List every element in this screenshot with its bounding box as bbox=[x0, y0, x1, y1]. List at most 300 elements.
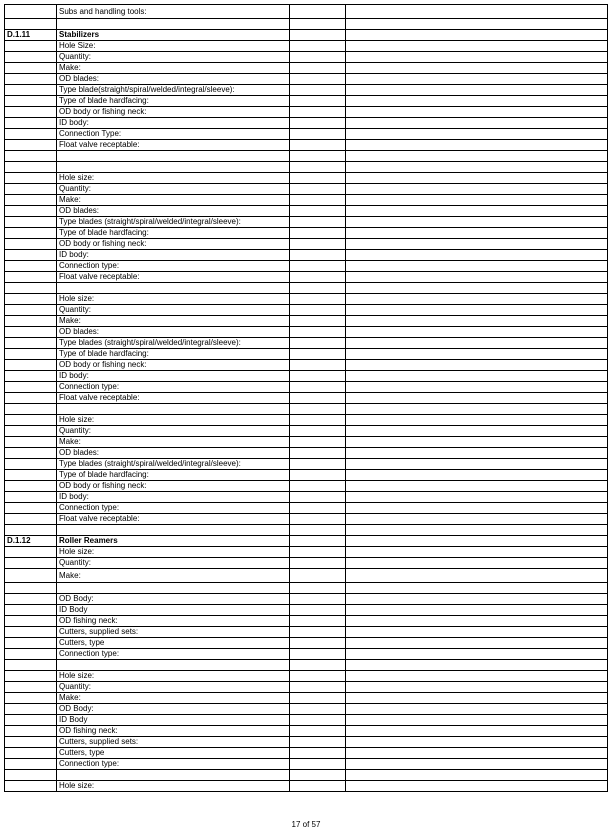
section-code-cell bbox=[5, 305, 57, 316]
answer-cell[interactable] bbox=[290, 217, 346, 228]
field-label-cell: ID body: bbox=[57, 250, 290, 261]
section-code-cell bbox=[5, 437, 57, 448]
section-code-cell bbox=[5, 283, 57, 294]
answer-cell[interactable] bbox=[290, 426, 346, 437]
answer-cell[interactable] bbox=[290, 250, 346, 261]
field-label-cell: Type of blade hardfacing: bbox=[57, 470, 290, 481]
section-code-cell bbox=[5, 272, 57, 283]
section-code-cell bbox=[5, 503, 57, 514]
remarks-cell[interactable] bbox=[346, 569, 608, 583]
remarks-cell[interactable] bbox=[346, 151, 608, 162]
section-code-cell bbox=[5, 594, 57, 605]
table-row bbox=[5, 338, 608, 349]
field-label-cell: Hole Size: bbox=[57, 41, 290, 52]
answer-cell[interactable] bbox=[290, 261, 346, 272]
remarks-cell[interactable] bbox=[346, 616, 608, 627]
table-row bbox=[5, 715, 608, 726]
remarks-cell[interactable] bbox=[346, 594, 608, 605]
section-code-cell bbox=[5, 627, 57, 638]
remarks-cell[interactable] bbox=[346, 671, 608, 682]
remarks-cell[interactable] bbox=[346, 737, 608, 748]
field-label-cell bbox=[57, 283, 290, 294]
remarks-cell[interactable] bbox=[346, 547, 608, 558]
section-code-cell bbox=[5, 781, 57, 792]
field-label-cell: Type blades (straight/spiral/welded/integral/sleeve): bbox=[57, 338, 290, 349]
table-row bbox=[5, 151, 608, 162]
remarks-cell[interactable] bbox=[346, 415, 608, 426]
remarks-cell[interactable] bbox=[346, 437, 608, 448]
section-code-cell bbox=[5, 294, 57, 305]
answer-cell[interactable] bbox=[290, 96, 346, 107]
remarks-cell[interactable] bbox=[346, 305, 608, 316]
section-code-cell bbox=[5, 162, 57, 173]
section-code-cell bbox=[5, 759, 57, 770]
answer-cell[interactable] bbox=[290, 459, 346, 470]
remarks-cell[interactable] bbox=[346, 748, 608, 759]
remarks-cell[interactable] bbox=[346, 726, 608, 737]
remarks-cell[interactable] bbox=[346, 638, 608, 649]
section-code-cell bbox=[5, 217, 57, 228]
answer-cell[interactable] bbox=[290, 272, 346, 283]
table-row bbox=[5, 129, 608, 140]
remarks-cell[interactable] bbox=[346, 184, 608, 195]
section-heading-row bbox=[5, 536, 608, 547]
section-code-cell bbox=[5, 393, 57, 404]
section-code-cell bbox=[5, 250, 57, 261]
field-label-cell: Subs and handling tools: bbox=[57, 5, 290, 19]
section-code-cell bbox=[5, 184, 57, 195]
answer-cell[interactable] bbox=[290, 704, 346, 715]
field-label-cell: Type blade(straight/spiral/welded/integral/sleeve): bbox=[57, 85, 290, 96]
table-row bbox=[5, 503, 608, 514]
remarks-cell[interactable] bbox=[346, 173, 608, 184]
remarks-cell[interactable] bbox=[346, 5, 608, 19]
field-label-cell: Connection type: bbox=[57, 759, 290, 770]
answer-cell[interactable] bbox=[290, 605, 346, 616]
remarks-cell[interactable] bbox=[346, 261, 608, 272]
table-row bbox=[5, 162, 608, 173]
answer-cell[interactable] bbox=[290, 547, 346, 558]
remarks-cell[interactable] bbox=[346, 250, 608, 261]
answer-cell[interactable] bbox=[290, 470, 346, 481]
remarks-cell[interactable] bbox=[346, 448, 608, 459]
answer-cell[interactable] bbox=[290, 129, 346, 140]
table-row bbox=[5, 305, 608, 316]
answer-cell[interactable] bbox=[290, 173, 346, 184]
section-code-cell bbox=[5, 74, 57, 85]
table-row bbox=[5, 294, 608, 305]
field-label-cell: OD fishing neck: bbox=[57, 726, 290, 737]
table-row bbox=[5, 173, 608, 184]
answer-cell[interactable] bbox=[290, 360, 346, 371]
field-label-cell: Type of blade hardfacing: bbox=[57, 349, 290, 360]
answer-cell[interactable] bbox=[290, 492, 346, 503]
remarks-cell[interactable] bbox=[346, 129, 608, 140]
table-row bbox=[5, 349, 608, 360]
remarks-cell[interactable] bbox=[346, 217, 608, 228]
remarks-cell[interactable] bbox=[346, 492, 608, 503]
remarks-cell[interactable] bbox=[346, 283, 608, 294]
answer-cell[interactable] bbox=[290, 693, 346, 704]
answer-cell[interactable] bbox=[290, 660, 346, 671]
field-label-cell: Quantity: bbox=[57, 558, 290, 569]
remarks-cell[interactable] bbox=[346, 470, 608, 481]
section-code-cell bbox=[5, 52, 57, 63]
remarks-cell[interactable] bbox=[346, 338, 608, 349]
field-label-cell: OD body or fishing neck: bbox=[57, 360, 290, 371]
answer-cell[interactable] bbox=[290, 514, 346, 525]
table-row bbox=[5, 96, 608, 107]
answer-cell[interactable] bbox=[290, 74, 346, 85]
field-label-cell: OD blades: bbox=[57, 74, 290, 85]
field-label-cell: OD Body: bbox=[57, 594, 290, 605]
answer-cell[interactable] bbox=[290, 781, 346, 792]
answer-cell[interactable] bbox=[290, 327, 346, 338]
section-code-cell bbox=[5, 239, 57, 250]
field-label-cell: Hole size: bbox=[57, 415, 290, 426]
answer-cell[interactable] bbox=[290, 305, 346, 316]
section-code-cell bbox=[5, 140, 57, 151]
table-row bbox=[5, 206, 608, 217]
field-label-cell: Cutters, type bbox=[57, 748, 290, 759]
section-code-cell bbox=[5, 547, 57, 558]
equipment-spec-table bbox=[4, 4, 608, 792]
section-code-cell bbox=[5, 371, 57, 382]
remarks-cell[interactable] bbox=[346, 759, 608, 770]
table-row bbox=[5, 748, 608, 759]
field-label-cell: Float valve receptable: bbox=[57, 140, 290, 151]
page-number: 17 of 57 bbox=[291, 820, 321, 829]
remarks-cell[interactable] bbox=[346, 371, 608, 382]
remarks-cell[interactable] bbox=[346, 770, 608, 781]
table-row bbox=[5, 228, 608, 239]
remarks-cell[interactable] bbox=[346, 426, 608, 437]
section-code-cell bbox=[5, 693, 57, 704]
field-label-cell bbox=[57, 660, 290, 671]
answer-cell[interactable] bbox=[290, 415, 346, 426]
table-row bbox=[5, 437, 608, 448]
table-row bbox=[5, 261, 608, 272]
field-label-cell: Hole size: bbox=[57, 173, 290, 184]
field-label-cell: ID Body bbox=[57, 605, 290, 616]
field-label-cell: OD body or fishing neck: bbox=[57, 107, 290, 118]
remarks-cell[interactable] bbox=[346, 206, 608, 217]
field-label-cell: Float valve receptable: bbox=[57, 393, 290, 404]
remarks-cell[interactable] bbox=[346, 459, 608, 470]
remarks-cell[interactable] bbox=[346, 74, 608, 85]
section-code-cell: D.1.11 bbox=[5, 30, 57, 41]
table-row bbox=[5, 140, 608, 151]
table-row bbox=[5, 283, 608, 294]
answer-cell[interactable] bbox=[290, 594, 346, 605]
remarks-cell[interactable] bbox=[346, 715, 608, 726]
answer-cell[interactable] bbox=[290, 638, 346, 649]
field-label-cell: OD blades: bbox=[57, 206, 290, 217]
table-row bbox=[5, 118, 608, 129]
section-code-cell bbox=[5, 470, 57, 481]
field-label-cell: Quantity: bbox=[57, 52, 290, 63]
table-row bbox=[5, 426, 608, 437]
table-row bbox=[5, 184, 608, 195]
answer-cell[interactable] bbox=[290, 569, 346, 583]
answer-cell[interactable] bbox=[290, 349, 346, 360]
section-code-cell bbox=[5, 583, 57, 594]
table-row bbox=[5, 250, 608, 261]
answer-cell[interactable] bbox=[290, 283, 346, 294]
table-row bbox=[5, 316, 608, 327]
field-label-cell: OD Body: bbox=[57, 704, 290, 715]
table-row bbox=[5, 74, 608, 85]
section-code-cell bbox=[5, 514, 57, 525]
remarks-cell[interactable] bbox=[346, 294, 608, 305]
answer-cell[interactable] bbox=[290, 41, 346, 52]
field-label-cell: OD body or fishing neck: bbox=[57, 239, 290, 250]
answer-cell[interactable] bbox=[290, 583, 346, 594]
remarks-cell[interactable] bbox=[346, 660, 608, 671]
field-label-cell: Connection type: bbox=[57, 382, 290, 393]
remarks-cell[interactable] bbox=[346, 118, 608, 129]
remarks-cell[interactable] bbox=[346, 382, 608, 393]
answer-cell[interactable] bbox=[290, 627, 346, 638]
table-row bbox=[5, 327, 608, 338]
answer-cell[interactable] bbox=[290, 448, 346, 459]
answer-cell[interactable] bbox=[290, 228, 346, 239]
answer-cell[interactable] bbox=[290, 63, 346, 74]
remarks-cell[interactable] bbox=[346, 693, 608, 704]
remarks-cell[interactable] bbox=[346, 30, 608, 41]
answer-cell[interactable] bbox=[290, 382, 346, 393]
answer-cell[interactable] bbox=[290, 52, 346, 63]
section-code-cell bbox=[5, 569, 57, 583]
remarks-cell[interactable] bbox=[346, 228, 608, 239]
remarks-cell[interactable] bbox=[346, 239, 608, 250]
answer-cell[interactable] bbox=[290, 536, 346, 547]
table-row bbox=[5, 638, 608, 649]
answer-cell[interactable] bbox=[290, 140, 346, 151]
table-row bbox=[5, 682, 608, 693]
remarks-cell[interactable] bbox=[346, 627, 608, 638]
section-code-cell bbox=[5, 5, 57, 19]
remarks-cell[interactable] bbox=[346, 558, 608, 569]
answer-cell[interactable] bbox=[290, 30, 346, 41]
field-label-cell: Cutters, type bbox=[57, 638, 290, 649]
answer-cell[interactable] bbox=[290, 671, 346, 682]
section-code-cell bbox=[5, 63, 57, 74]
field-label-cell bbox=[57, 162, 290, 173]
table-row bbox=[5, 415, 608, 426]
remarks-cell[interactable] bbox=[346, 327, 608, 338]
table-row bbox=[5, 558, 608, 569]
section-code-cell bbox=[5, 151, 57, 162]
remarks-cell[interactable] bbox=[346, 107, 608, 118]
answer-cell[interactable] bbox=[290, 338, 346, 349]
answer-cell[interactable] bbox=[290, 649, 346, 660]
section-code-cell bbox=[5, 426, 57, 437]
remarks-cell[interactable] bbox=[346, 682, 608, 693]
section-code-cell bbox=[5, 404, 57, 415]
table-row bbox=[5, 85, 608, 96]
section-code-cell bbox=[5, 19, 57, 30]
section-code-cell bbox=[5, 195, 57, 206]
answer-cell[interactable] bbox=[290, 162, 346, 173]
answer-cell[interactable] bbox=[290, 481, 346, 492]
remarks-cell[interactable] bbox=[346, 272, 608, 283]
table-row bbox=[5, 660, 608, 671]
table-row bbox=[5, 481, 608, 492]
field-label-cell: OD fishing neck: bbox=[57, 616, 290, 627]
answer-cell[interactable] bbox=[290, 404, 346, 415]
table-row bbox=[5, 704, 608, 715]
section-code-cell bbox=[5, 492, 57, 503]
section-code-cell bbox=[5, 382, 57, 393]
answer-cell[interactable] bbox=[290, 184, 346, 195]
remarks-cell[interactable] bbox=[346, 781, 608, 792]
section-code-cell bbox=[5, 360, 57, 371]
field-label-cell: Float valve receptable: bbox=[57, 272, 290, 283]
section-code-cell: D.1.12 bbox=[5, 536, 57, 547]
field-label-cell: Cutters, supplied sets: bbox=[57, 627, 290, 638]
remarks-cell[interactable] bbox=[346, 393, 608, 404]
section-code-cell bbox=[5, 338, 57, 349]
remarks-cell[interactable] bbox=[346, 195, 608, 206]
table-row bbox=[5, 583, 608, 594]
answer-cell[interactable] bbox=[290, 239, 346, 250]
section-code-cell bbox=[5, 173, 57, 184]
answer-cell[interactable] bbox=[290, 682, 346, 693]
table-row bbox=[5, 569, 608, 583]
answer-cell[interactable] bbox=[290, 195, 346, 206]
field-label-cell bbox=[57, 525, 290, 536]
remarks-cell[interactable] bbox=[346, 349, 608, 360]
remarks-cell[interactable] bbox=[346, 525, 608, 536]
field-label-cell: Make: bbox=[57, 693, 290, 704]
answer-cell[interactable] bbox=[290, 371, 346, 382]
section-code-cell bbox=[5, 85, 57, 96]
remarks-cell[interactable] bbox=[346, 514, 608, 525]
section-code-cell bbox=[5, 206, 57, 217]
table-row bbox=[5, 404, 608, 415]
answer-cell[interactable] bbox=[290, 151, 346, 162]
field-label-cell bbox=[57, 404, 290, 415]
field-label-cell bbox=[57, 151, 290, 162]
answer-cell[interactable] bbox=[290, 19, 346, 30]
remarks-cell[interactable] bbox=[346, 704, 608, 715]
answer-cell[interactable] bbox=[290, 748, 346, 759]
remarks-cell[interactable] bbox=[346, 85, 608, 96]
answer-cell[interactable] bbox=[290, 616, 346, 627]
answer-cell[interactable] bbox=[290, 316, 346, 327]
remarks-cell[interactable] bbox=[346, 404, 608, 415]
section-code-cell bbox=[5, 660, 57, 671]
table-row bbox=[5, 19, 608, 30]
remarks-cell[interactable] bbox=[346, 536, 608, 547]
section-code-cell bbox=[5, 448, 57, 459]
field-label-cell: Hole size: bbox=[57, 294, 290, 305]
answer-cell[interactable] bbox=[290, 759, 346, 770]
section-title-cell: Roller Reamers bbox=[57, 536, 290, 547]
field-label-cell: ID Body bbox=[57, 715, 290, 726]
section-code-cell bbox=[5, 704, 57, 715]
field-label-cell: Connection type: bbox=[57, 503, 290, 514]
section-heading-row bbox=[5, 30, 608, 41]
section-code-cell bbox=[5, 96, 57, 107]
field-label-cell: Connection type: bbox=[57, 261, 290, 272]
table-row bbox=[5, 781, 608, 792]
field-label-cell: Connection Type: bbox=[57, 129, 290, 140]
remarks-cell[interactable] bbox=[346, 19, 608, 30]
answer-cell[interactable] bbox=[290, 107, 346, 118]
remarks-cell[interactable] bbox=[346, 162, 608, 173]
remarks-cell[interactable] bbox=[346, 52, 608, 63]
remarks-cell[interactable] bbox=[346, 96, 608, 107]
section-code-cell bbox=[5, 415, 57, 426]
table-row bbox=[5, 5, 608, 19]
table-row bbox=[5, 107, 608, 118]
table-row bbox=[5, 371, 608, 382]
table-row bbox=[5, 217, 608, 228]
answer-cell[interactable] bbox=[290, 503, 346, 514]
table-row bbox=[5, 770, 608, 781]
field-label-cell: Make: bbox=[57, 569, 290, 583]
answer-cell[interactable] bbox=[290, 85, 346, 96]
answer-cell[interactable] bbox=[290, 715, 346, 726]
section-code-cell bbox=[5, 525, 57, 536]
remarks-cell[interactable] bbox=[346, 481, 608, 492]
table-row bbox=[5, 594, 608, 605]
answer-cell[interactable] bbox=[290, 726, 346, 737]
answer-cell[interactable] bbox=[290, 393, 346, 404]
field-label-cell: Quantity: bbox=[57, 426, 290, 437]
field-label-cell bbox=[57, 583, 290, 594]
section-code-cell bbox=[5, 748, 57, 759]
field-label-cell: Hole size: bbox=[57, 671, 290, 682]
field-label-cell: ID body: bbox=[57, 492, 290, 503]
section-code-cell bbox=[5, 605, 57, 616]
remarks-cell[interactable] bbox=[346, 316, 608, 327]
section-code-cell bbox=[5, 649, 57, 660]
section-code-cell bbox=[5, 349, 57, 360]
remarks-cell[interactable] bbox=[346, 41, 608, 52]
answer-cell[interactable] bbox=[290, 437, 346, 448]
answer-cell[interactable] bbox=[290, 770, 346, 781]
remarks-cell[interactable] bbox=[346, 140, 608, 151]
table-row bbox=[5, 360, 608, 371]
remarks-cell[interactable] bbox=[346, 360, 608, 371]
table-row bbox=[5, 514, 608, 525]
answer-cell[interactable] bbox=[290, 294, 346, 305]
section-code-cell bbox=[5, 770, 57, 781]
answer-cell[interactable] bbox=[290, 558, 346, 569]
table-row bbox=[5, 759, 608, 770]
answer-cell[interactable] bbox=[290, 525, 346, 536]
section-code-cell bbox=[5, 228, 57, 239]
remarks-cell[interactable] bbox=[346, 649, 608, 660]
section-code-cell bbox=[5, 107, 57, 118]
table-row bbox=[5, 693, 608, 704]
remarks-cell[interactable] bbox=[346, 605, 608, 616]
answer-cell[interactable] bbox=[290, 5, 346, 19]
field-label-cell bbox=[57, 19, 290, 30]
remarks-cell[interactable] bbox=[346, 583, 608, 594]
answer-cell[interactable] bbox=[290, 206, 346, 217]
field-label-cell: OD blades: bbox=[57, 448, 290, 459]
answer-cell[interactable] bbox=[290, 118, 346, 129]
answer-cell[interactable] bbox=[290, 737, 346, 748]
remarks-cell[interactable] bbox=[346, 503, 608, 514]
field-label-cell: Connection type: bbox=[57, 649, 290, 660]
table-row bbox=[5, 726, 608, 737]
remarks-cell[interactable] bbox=[346, 63, 608, 74]
